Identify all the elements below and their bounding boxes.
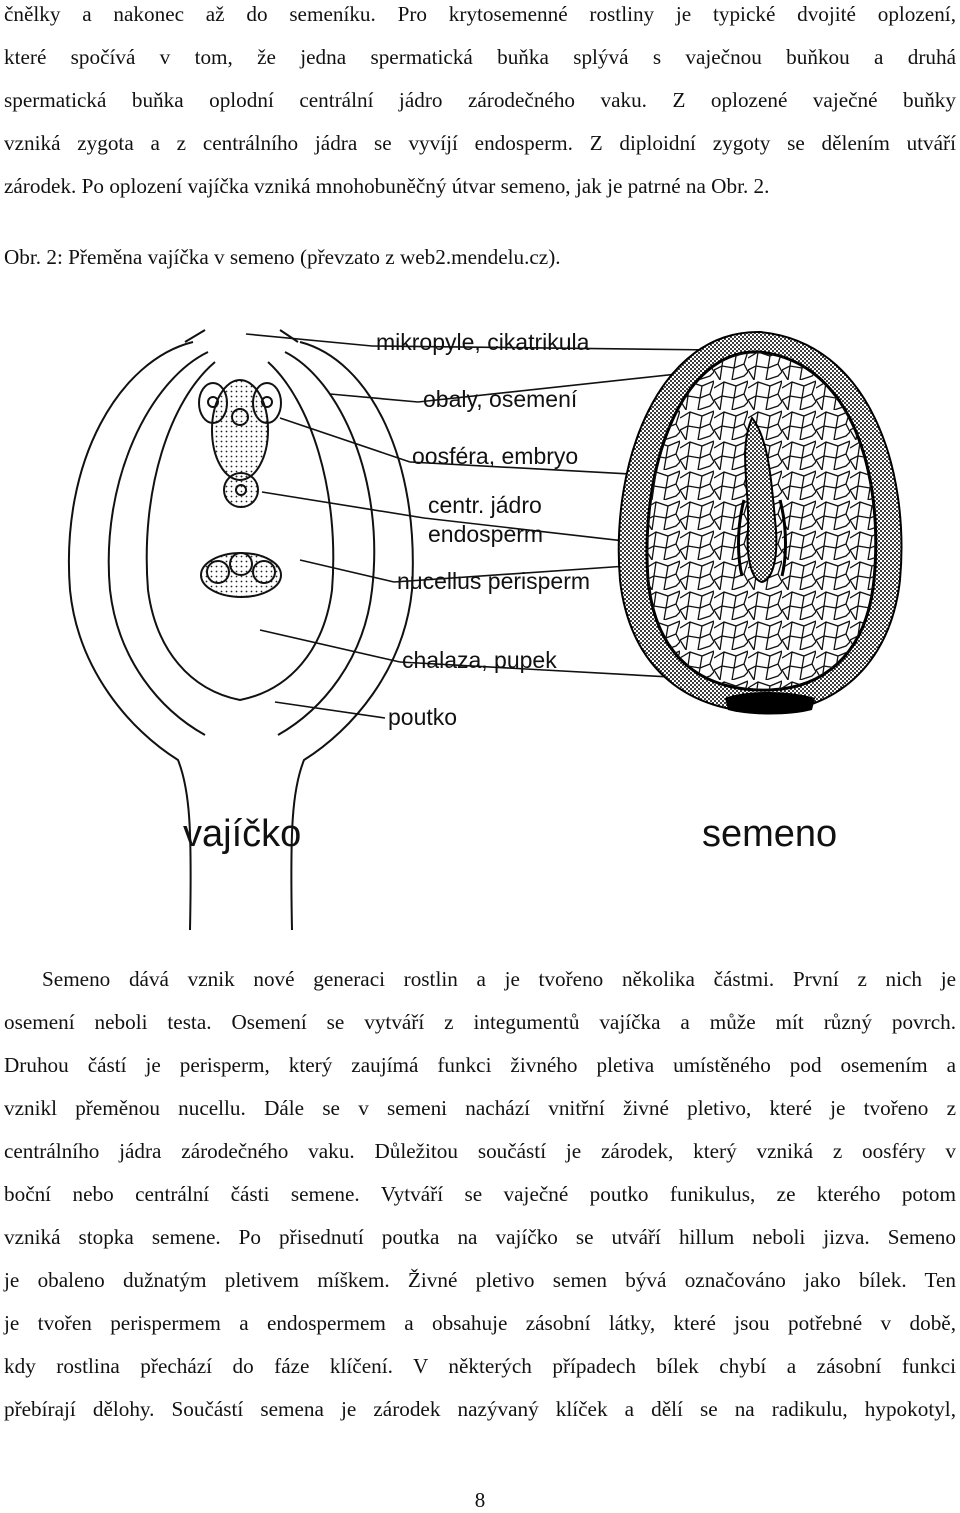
label-vajicko: vajíčko bbox=[183, 813, 302, 855]
body-line: Semeno dává vznik nové generaci rostlin a je tvořeno několika částmi. První z nich je bbox=[42, 967, 956, 991]
label-obaly: obaly, osemení bbox=[423, 386, 578, 412]
figure-caption: Obr. 2: Přeměna vajíčka v semeno (převzato z web2.mendelu.cz). bbox=[4, 245, 561, 269]
body-line: vznikl přeměnou nucellu. Dále se v semeni nachází vnitřní živné pletivo, které je tvořeno z bbox=[4, 1096, 956, 1120]
seed-drawing bbox=[619, 332, 902, 715]
label-poutko: poutko bbox=[388, 704, 458, 730]
label-semeno: semeno bbox=[702, 813, 838, 855]
body-line: boční nebo centrální části semene. Vytváří se vaječné poutko funikulus, ze kterého potom bbox=[4, 1182, 956, 1206]
body-line: vzniká stopka semene. Po přisednutí poutka na vajíčko se utváří hillum neboli jizva. Semeno bbox=[4, 1225, 956, 1249]
body-line: osemení neboli testa. Osemení se vytváří z integumentů vajíčka a může mít různý povrch. bbox=[4, 1010, 956, 1034]
ovule-to-seed-figure bbox=[0, 290, 960, 930]
body-line: je obaleno dužnatým pletivem míškem. Živné pletivo semen bývá označováno jako bílek. Ten bbox=[4, 1268, 956, 1292]
intro-line: které spočívá v tom, že jedna spermatická buňka splývá s vaječnou buňkou a druhá bbox=[4, 45, 956, 69]
body-line: kdy rostlina přechází do fáze klíčení. V některých případech bílek chybí a zásobní funkci bbox=[4, 1354, 956, 1378]
body-line: přebírají dělohy. Součástí semena je zárodek nazývaný klíček a dělí se na radikulu, hypokotyl, bbox=[4, 1397, 956, 1421]
intro-line: zárodek. Po oplození vajíčka vzniká mnohobuněčný útvar semeno, jak je patrné na Obr. 2. bbox=[4, 174, 770, 198]
label-centr-jadro: centr. jádro bbox=[428, 492, 542, 518]
page-number: 8 bbox=[474, 1488, 486, 1512]
label-oosfera: oosféra, embryo bbox=[412, 443, 579, 469]
label-nucellus: nucellus perisperm bbox=[397, 568, 591, 594]
intro-line: vzniká zygota a z centrálního jádra se vyvíjí endosperm. Z diploidní zygoty se dělením utváří bbox=[4, 131, 956, 155]
label-endosperm: endosperm bbox=[428, 521, 544, 547]
body-line: centrálního jádra zárodečného vaku. Důležitou součástí je zárodek, který vzniká z oosféry v bbox=[4, 1139, 956, 1163]
body-line: je tvořen perispermem a endospermem a obsahuje zásobní látky, které jsou potřebné v době, bbox=[4, 1311, 956, 1335]
label-mikropyle: mikropyle, cikatrikula bbox=[376, 329, 590, 355]
intro-line: čnělky a nakonec až do semeníku. Pro krytosemenné rostliny je typické dvojité oplození, bbox=[4, 2, 956, 26]
body-line: Druhou částí je perisperm, který zaujímá funkci živného pletiva umístěného pod osemením a bbox=[4, 1053, 956, 1077]
intro-line: spermatická buňka oplodní centrální jádro zárodečného vaku. Z oplozené vaječné buňky bbox=[4, 88, 956, 112]
label-chalaza: chalaza, pupek bbox=[402, 647, 557, 673]
